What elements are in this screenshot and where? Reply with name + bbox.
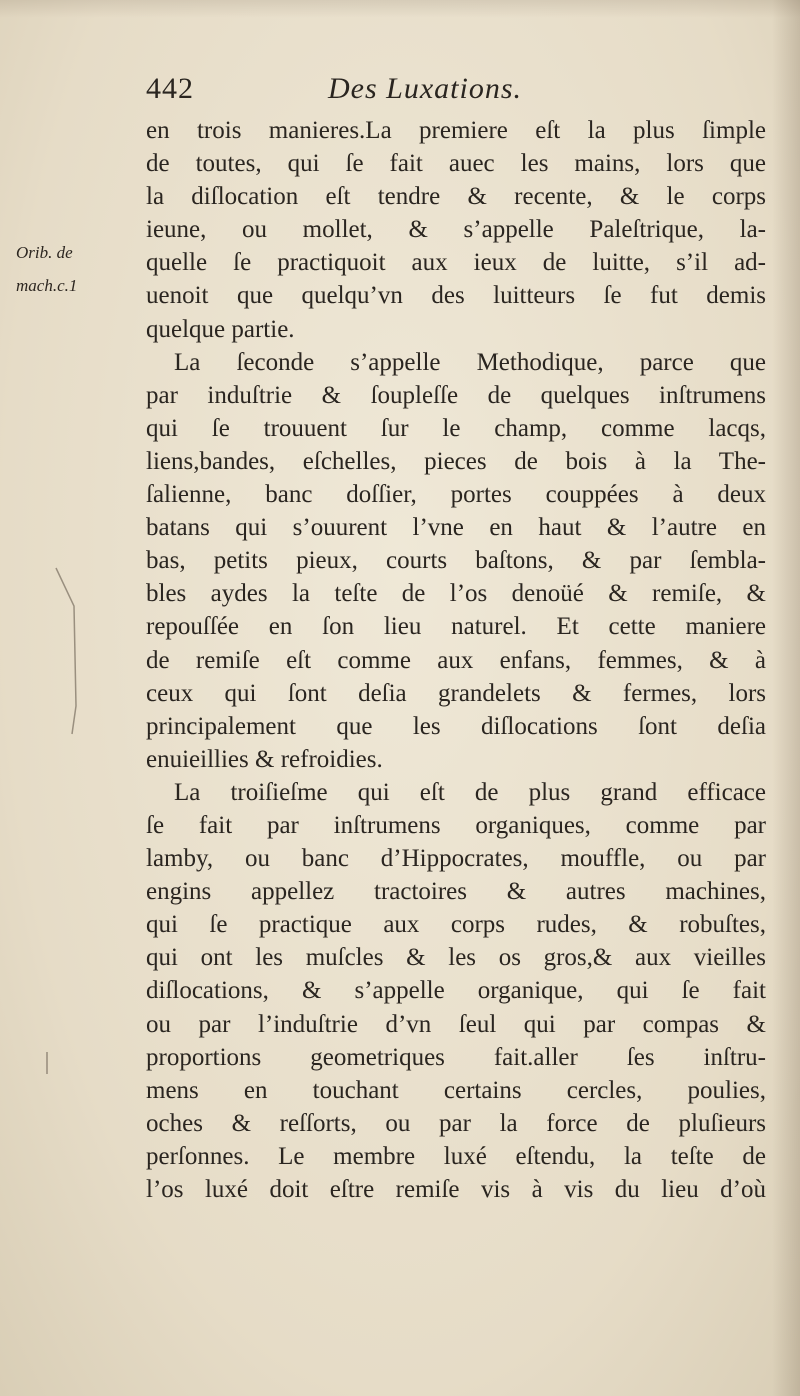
paragraph-first-line: La ſeconde s’appelle Methodique, parce que (174, 348, 766, 376)
text-line: bas, petits pieux, courts baſtons, & par ſembla- (146, 547, 766, 575)
text-line: de remiſe eſt comme aux enfans, femmes, & à (146, 646, 766, 674)
text-line: lamby, ou banc d’Hippocrates, mouffle, ou par (146, 845, 766, 873)
text-line: par induſtrie & ſoupleſſe de quelques inſtrumens (146, 381, 766, 409)
text-line: ou par l’induſtrie d’vn ſeul qui par compas & (146, 1010, 766, 1038)
margin-note (16, 236, 156, 302)
text-line: l’os luxé doit eſtre remiſe vis à vis du lieu d’où (146, 1176, 766, 1203)
text-line: quelque partie. (146, 315, 295, 343)
text-line: la diſlocation eſt tendre & recente, & le corps (146, 183, 766, 211)
text-line: liens,bandes, eſchelles, pieces de bois à la The- (146, 447, 766, 475)
text-line: diſlocations, & s’appelle organique, qui ſe fait (146, 977, 766, 1005)
page-gutter-shadow (772, 0, 800, 1396)
page-top-shadow (0, 0, 800, 18)
margin-mark (46, 1052, 48, 1074)
text-line: engins appellez tractoires & autres machines, (146, 878, 766, 906)
text-line: uenoit que quelqu’vn des luitteurs ſe fut demis (146, 282, 766, 310)
text-line: qui ont les muſcles & les os gros,& aux vieilles (146, 944, 766, 972)
text-line: ieune, ou mollet, & s’appelle Paleſtrique, la- (146, 216, 766, 244)
text-line: batans qui s’ouurent l’vne en haut & l’autre en (146, 514, 766, 542)
text-line: enuieillies & refroidies. (146, 745, 383, 773)
margin-note-line: mach.c.1 (16, 276, 78, 295)
text-line: ſe fait par inſtrumens organiques, comme par (146, 811, 766, 839)
text-line: en trois manieres.La premiere eſt la plus ſimple (146, 117, 766, 144)
body-text (146, 114, 766, 1206)
text-line: principalement que les diſlocations ſont deſia (146, 712, 766, 740)
text-line: mens en touchant certains cercles, poulies, (146, 1076, 766, 1104)
text-line: oches & reſſorts, ou par la force de pluſieurs (146, 1109, 766, 1137)
margin-bracket-mark (52, 566, 82, 736)
text-line: quelle ſe practiquoit aux ieux de luitte, s’il ad- (146, 249, 766, 277)
text-line: qui ſe trouuent ſur le champ, comme lacqs, (146, 414, 766, 442)
text-line: ceux qui ſont deſia grandelets & fermes, lors (146, 679, 766, 707)
text-line: perſonnes. Le membre luxé eſtendu, la teſte de (146, 1142, 766, 1170)
text-line: ſalienne, banc doſſier, portes couppées à deux (146, 481, 766, 509)
text-line: de toutes, qui ſe fait auec les mains, lors que (146, 150, 766, 178)
text-line: qui ſe practique aux corps rudes, & robuſtes, (146, 911, 766, 939)
text-line: bles aydes la teſte de l’os denoüé & remiſe, & (146, 580, 766, 608)
margin-note-line: Orib. de (16, 243, 73, 262)
page-header (146, 72, 766, 116)
paragraph-first-line: La troiſieſme qui eſt de plus grand efficace (174, 778, 766, 806)
page-number: 442 (146, 72, 194, 105)
text-line: proportions geometriques fait.aller ſes inſtru- (146, 1043, 766, 1071)
text-line: repouſſée en ſon lieu naturel. Et cette maniere (146, 613, 766, 641)
running-head: Des Luxations. (328, 72, 522, 105)
